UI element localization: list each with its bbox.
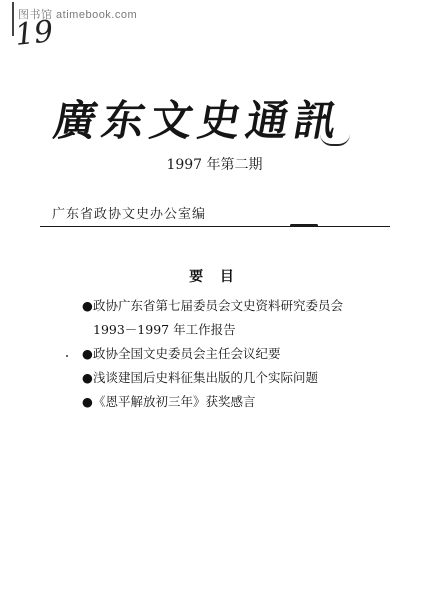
contents-item-title: 政协广东省第七届委员会文史资料研究委员会 xyxy=(93,298,344,313)
contents-item xyxy=(82,294,343,318)
divider-rule xyxy=(40,226,390,227)
contents-item xyxy=(82,342,343,366)
contents-item xyxy=(82,366,343,390)
contents-item-title-continued: 1993－1997 年工作报告 xyxy=(93,322,236,337)
bullet-icon: ● xyxy=(82,346,93,361)
bullet-icon: ● xyxy=(82,370,93,385)
journal-title: 廣东文史通訊 xyxy=(50,96,347,145)
contents-heading: 要 目 xyxy=(189,269,240,285)
watermark-text: 图书馆 atimebook.com xyxy=(18,9,138,21)
bullet-icon: ● xyxy=(82,394,93,409)
scan-speck xyxy=(66,355,68,357)
contents-item-title: 政协全国文史委员会主任会议纪要 xyxy=(93,346,281,361)
publisher-label: 广东省政协文史办公室编 xyxy=(52,207,207,222)
contents-item-title: 《恩平解放初三年》获奖感言 xyxy=(93,394,256,409)
issue-label: 1997 年第二期 xyxy=(166,157,263,173)
handwritten-page-number: 19 xyxy=(13,14,55,53)
contents-item-continuation xyxy=(82,318,343,342)
contents-list xyxy=(82,294,343,414)
bullet-icon: ● xyxy=(82,298,93,313)
contents-item-title: 浅谈建国后史料征集出版的几个实际问题 xyxy=(93,370,319,385)
divider-rule-flourish xyxy=(290,224,318,227)
contents-item xyxy=(82,390,343,414)
